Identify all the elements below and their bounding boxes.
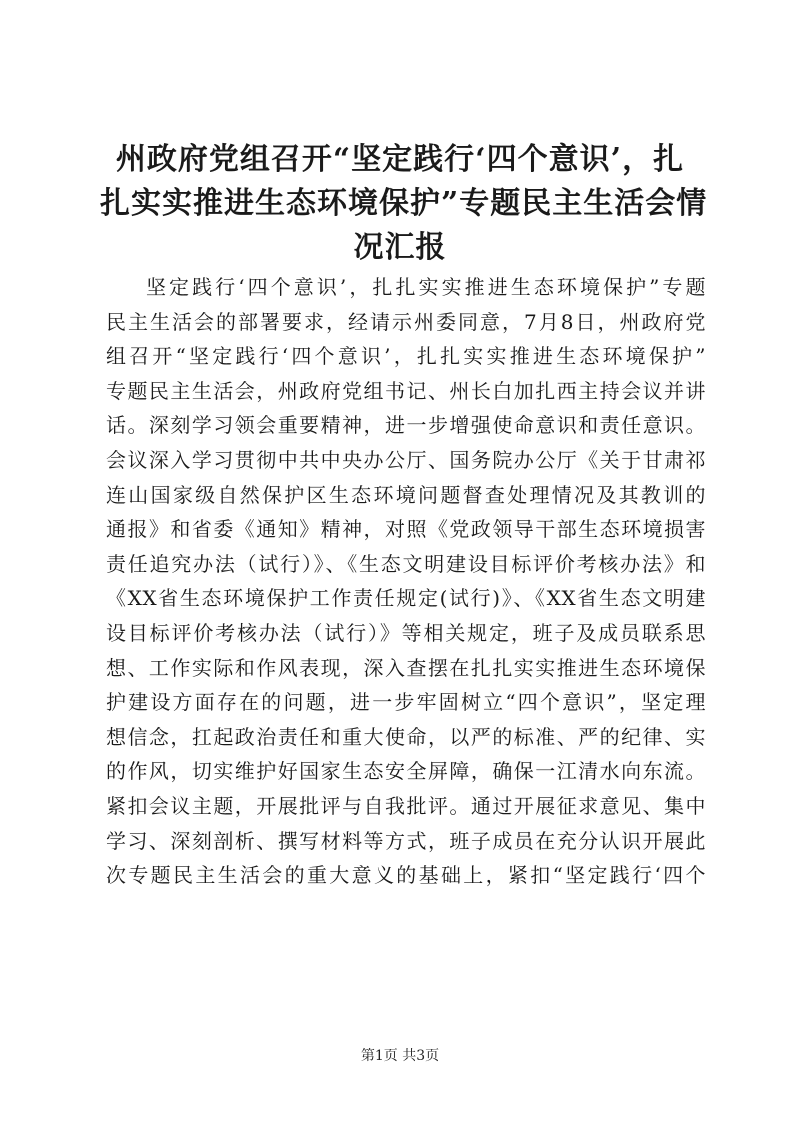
body-line: 民主生活会的部署要求，经请示州委同意，7月8日，州政府党: [106, 309, 706, 334]
title-line: 扎实实推进生态环境保护”专题民主生活会情: [100, 186, 708, 221]
body-line: 想、工作实际和作风表现，深入查摆在扎扎实实推进生态环境保: [106, 655, 706, 680]
body-line: 会议深入学习贯彻中共中央办公厅、国务院办公厅《关于甘肃祁: [106, 447, 706, 472]
body-line: 话。深刻学习领会重要精神，进一步增强使命意识和责任意识。: [106, 413, 706, 438]
body-line: 坚定践行‘四个意识’，扎扎实实推进生态环境保护”专题: [146, 275, 706, 299]
body-line: 专题民主生活会，州政府党组书记、州长白加扎西主持会议并讲: [106, 378, 706, 403]
body-line: 学习、深刻剖析、撰写材料等方式，班子成员在充分认识开展此: [106, 828, 706, 853]
body-line: 通报》和省委《通知》精神，对照《党政领导干部生态环境损害: [106, 517, 706, 542]
document-body: [106, 270, 706, 893]
body-line: 《XX省生态环境保护工作责任规定(试行)》、《XX省生态文明建: [106, 586, 706, 611]
body-line: 的作风，切实维护好国家生态安全屏障，确保一江清水向东流。: [106, 759, 706, 784]
page-number-footer: 第1页 共3页: [360, 1048, 440, 1064]
body-line: 组召开“坚定践行‘四个意识’，扎扎实实推进生态环境保护”: [106, 344, 706, 369]
body-line: 次专题民主生活会的重大意义的基础上，紧扣“坚定践行‘四个: [106, 863, 706, 888]
body-line: 设目标评价考核办法（试行）》等相关规定，班子及成员联系思: [106, 620, 706, 645]
title-line: 况汇报: [353, 230, 447, 265]
body-line: 责任追究办法（试行）》、《生态文明建设目标评价考核办法》和: [106, 551, 706, 576]
title-line: 州政府党组召开“坚定践行‘四个意识’，扎: [115, 142, 685, 177]
body-line: 护建设方面存在的问题，进一步牢固树立“四个意识”，坚定理: [106, 690, 706, 715]
document-title: [100, 138, 708, 270]
body-line: 想信念，扛起政治责任和重大使命，以严的标准、严的纪律、实: [106, 724, 706, 749]
body-line: 紧扣会议主题，开展批评与自我批评。通过开展征求意见、集中: [106, 793, 706, 818]
body-line: 连山国家级自然保护区生态环境问题督查处理情况及其教训的: [106, 482, 706, 507]
